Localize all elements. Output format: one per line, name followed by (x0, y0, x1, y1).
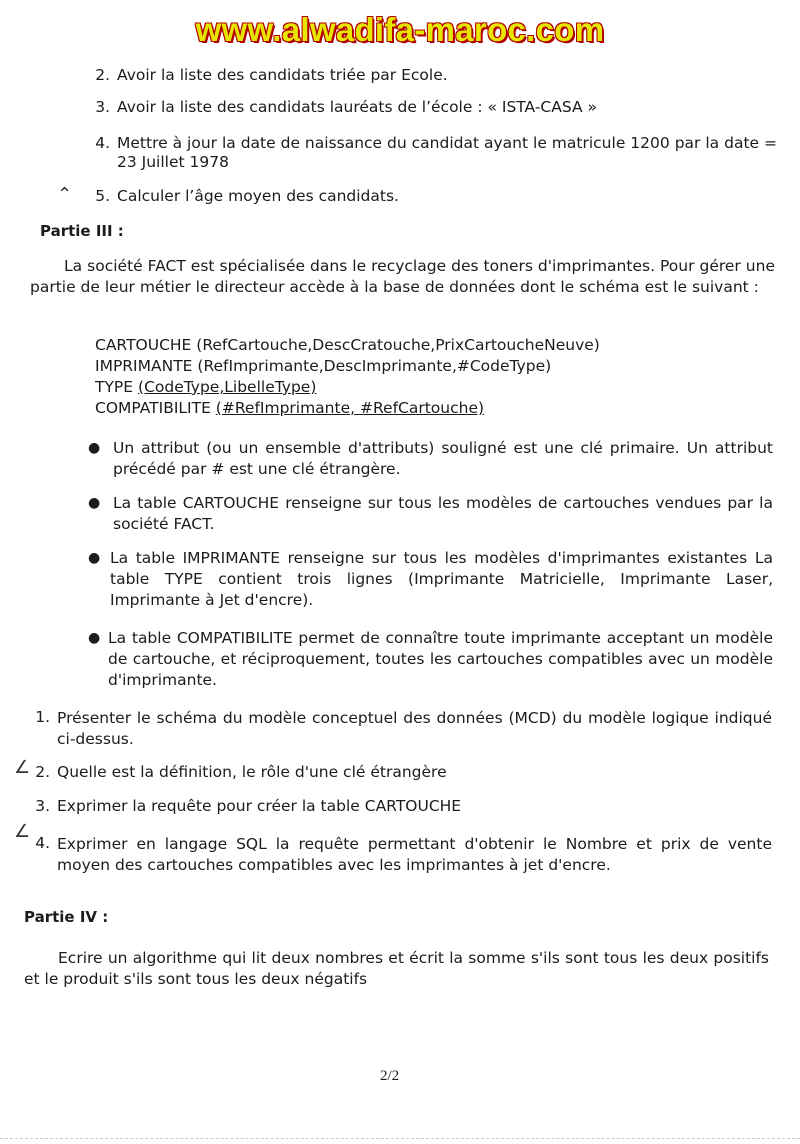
schema-compatibilite (95, 399, 600, 420)
item-text: Mettre à jour la date de naissance du candidat ayant le matricule 1200 par la date = 23 Juillet 1978 (117, 134, 777, 171)
item-number: 1. (35, 708, 50, 726)
item-number: 4. (35, 834, 50, 852)
bullet-icon: ● (88, 550, 101, 566)
site-watermark-header[interactable]: www.alwadifa-maroc.com (195, 11, 605, 48)
handwritten-checkmark-icon: ∠ (14, 821, 31, 842)
primary-key-attrs: (CodeType,LibelleType) (138, 378, 317, 396)
list-item: Un attribut (ou un ensemble d'attributs) souligné est une clé primaire. Un attribut précédé par # est une clé étrangère. (113, 439, 773, 478)
item-number: 3. (35, 797, 50, 815)
handwritten-checkmark-icon: ∠ (14, 757, 31, 778)
item-number: 5. (95, 187, 110, 205)
section-heading-part3: Partie III : (40, 222, 124, 240)
bullet-icon: ● (88, 630, 101, 646)
schema-type (95, 378, 600, 399)
item-text: Calculer l’âge moyen des candidats. (117, 187, 399, 205)
item-text: Avoir la liste des candidats lauréats de l’école : « ISTA-CASA » (117, 98, 597, 116)
scan-edge-divider (0, 1138, 800, 1139)
item-text: Avoir la liste des candidats triée par Ecole. (117, 66, 448, 84)
item-number: 4. (95, 134, 110, 152)
database-schema (95, 336, 600, 420)
part4-paragraph: Ecrire un algorithme qui lit deux nombres et écrit la somme s'ils sont tous les deux positifs et le produit s'ils sont tous les deux négatifs (24, 949, 769, 988)
item-text: Exprimer en langage SQL la requête permettant d'obtenir le Nombre et prix de vente moyen des cartouches compatibles avec les imprimantes à jet d'encre. (57, 835, 772, 874)
item-number: 3. (95, 98, 110, 116)
item-number: 2. (95, 66, 110, 84)
table-name: TYPE (95, 378, 139, 396)
section-heading-part4: Partie IV : (24, 908, 109, 926)
item-text: Exprimer la requête pour créer la table CARTOUCHE (57, 797, 462, 815)
primary-key-attrs: (#RefImprimante, #RefCartouche) (215, 399, 485, 417)
handwritten-checkmark-icon: ⌃ (57, 184, 73, 205)
item-number: 2. (35, 763, 50, 781)
list-item: La table COMPATIBILITE permet de connaître toute imprimante acceptant un modèle de cartouche, et réciproquement, toutes les cartouches compatibles avec un modèle d'imprimante. (108, 629, 773, 689)
bullet-icon: ● (88, 495, 101, 511)
item-text: Présenter le schéma du modèle conceptuel des données (MCD) du modèle logique indiqué ci-dessus. (57, 709, 772, 748)
item-text: Quelle est la définition, le rôle d'une clé étrangère (57, 763, 447, 781)
list-item: La table IMPRIMANTE renseigne sur tous les modèles d'imprimantes existantes La table TYPE contient trois lignes (Imprimante Matricielle, Imprimante Laser, Imprimante à Jet d'encre). (110, 549, 773, 609)
page-number: 2/2 (380, 1068, 400, 1084)
bullet-icon: ● (88, 440, 101, 456)
schema-cartouche: CARTOUCHE (RefCartouche,DescCratouche,PrixCartoucheNeuve) (95, 336, 600, 354)
schema-imprimante: IMPRIMANTE (RefImprimante,DescImprimante,#CodeType) (95, 357, 552, 375)
part3-intro-paragraph: La société FACT est spécialisée dans le recyclage des toners d'imprimantes. Pour gérer une partie de leur métier le directeur accède à la base de données dont le schéma est le suivant : (30, 257, 775, 296)
list-item: La table CARTOUCHE renseigne sur tous les modèles de cartouches vendues par la société FACT. (113, 494, 773, 533)
table-name: COMPATIBILITE (95, 399, 216, 417)
